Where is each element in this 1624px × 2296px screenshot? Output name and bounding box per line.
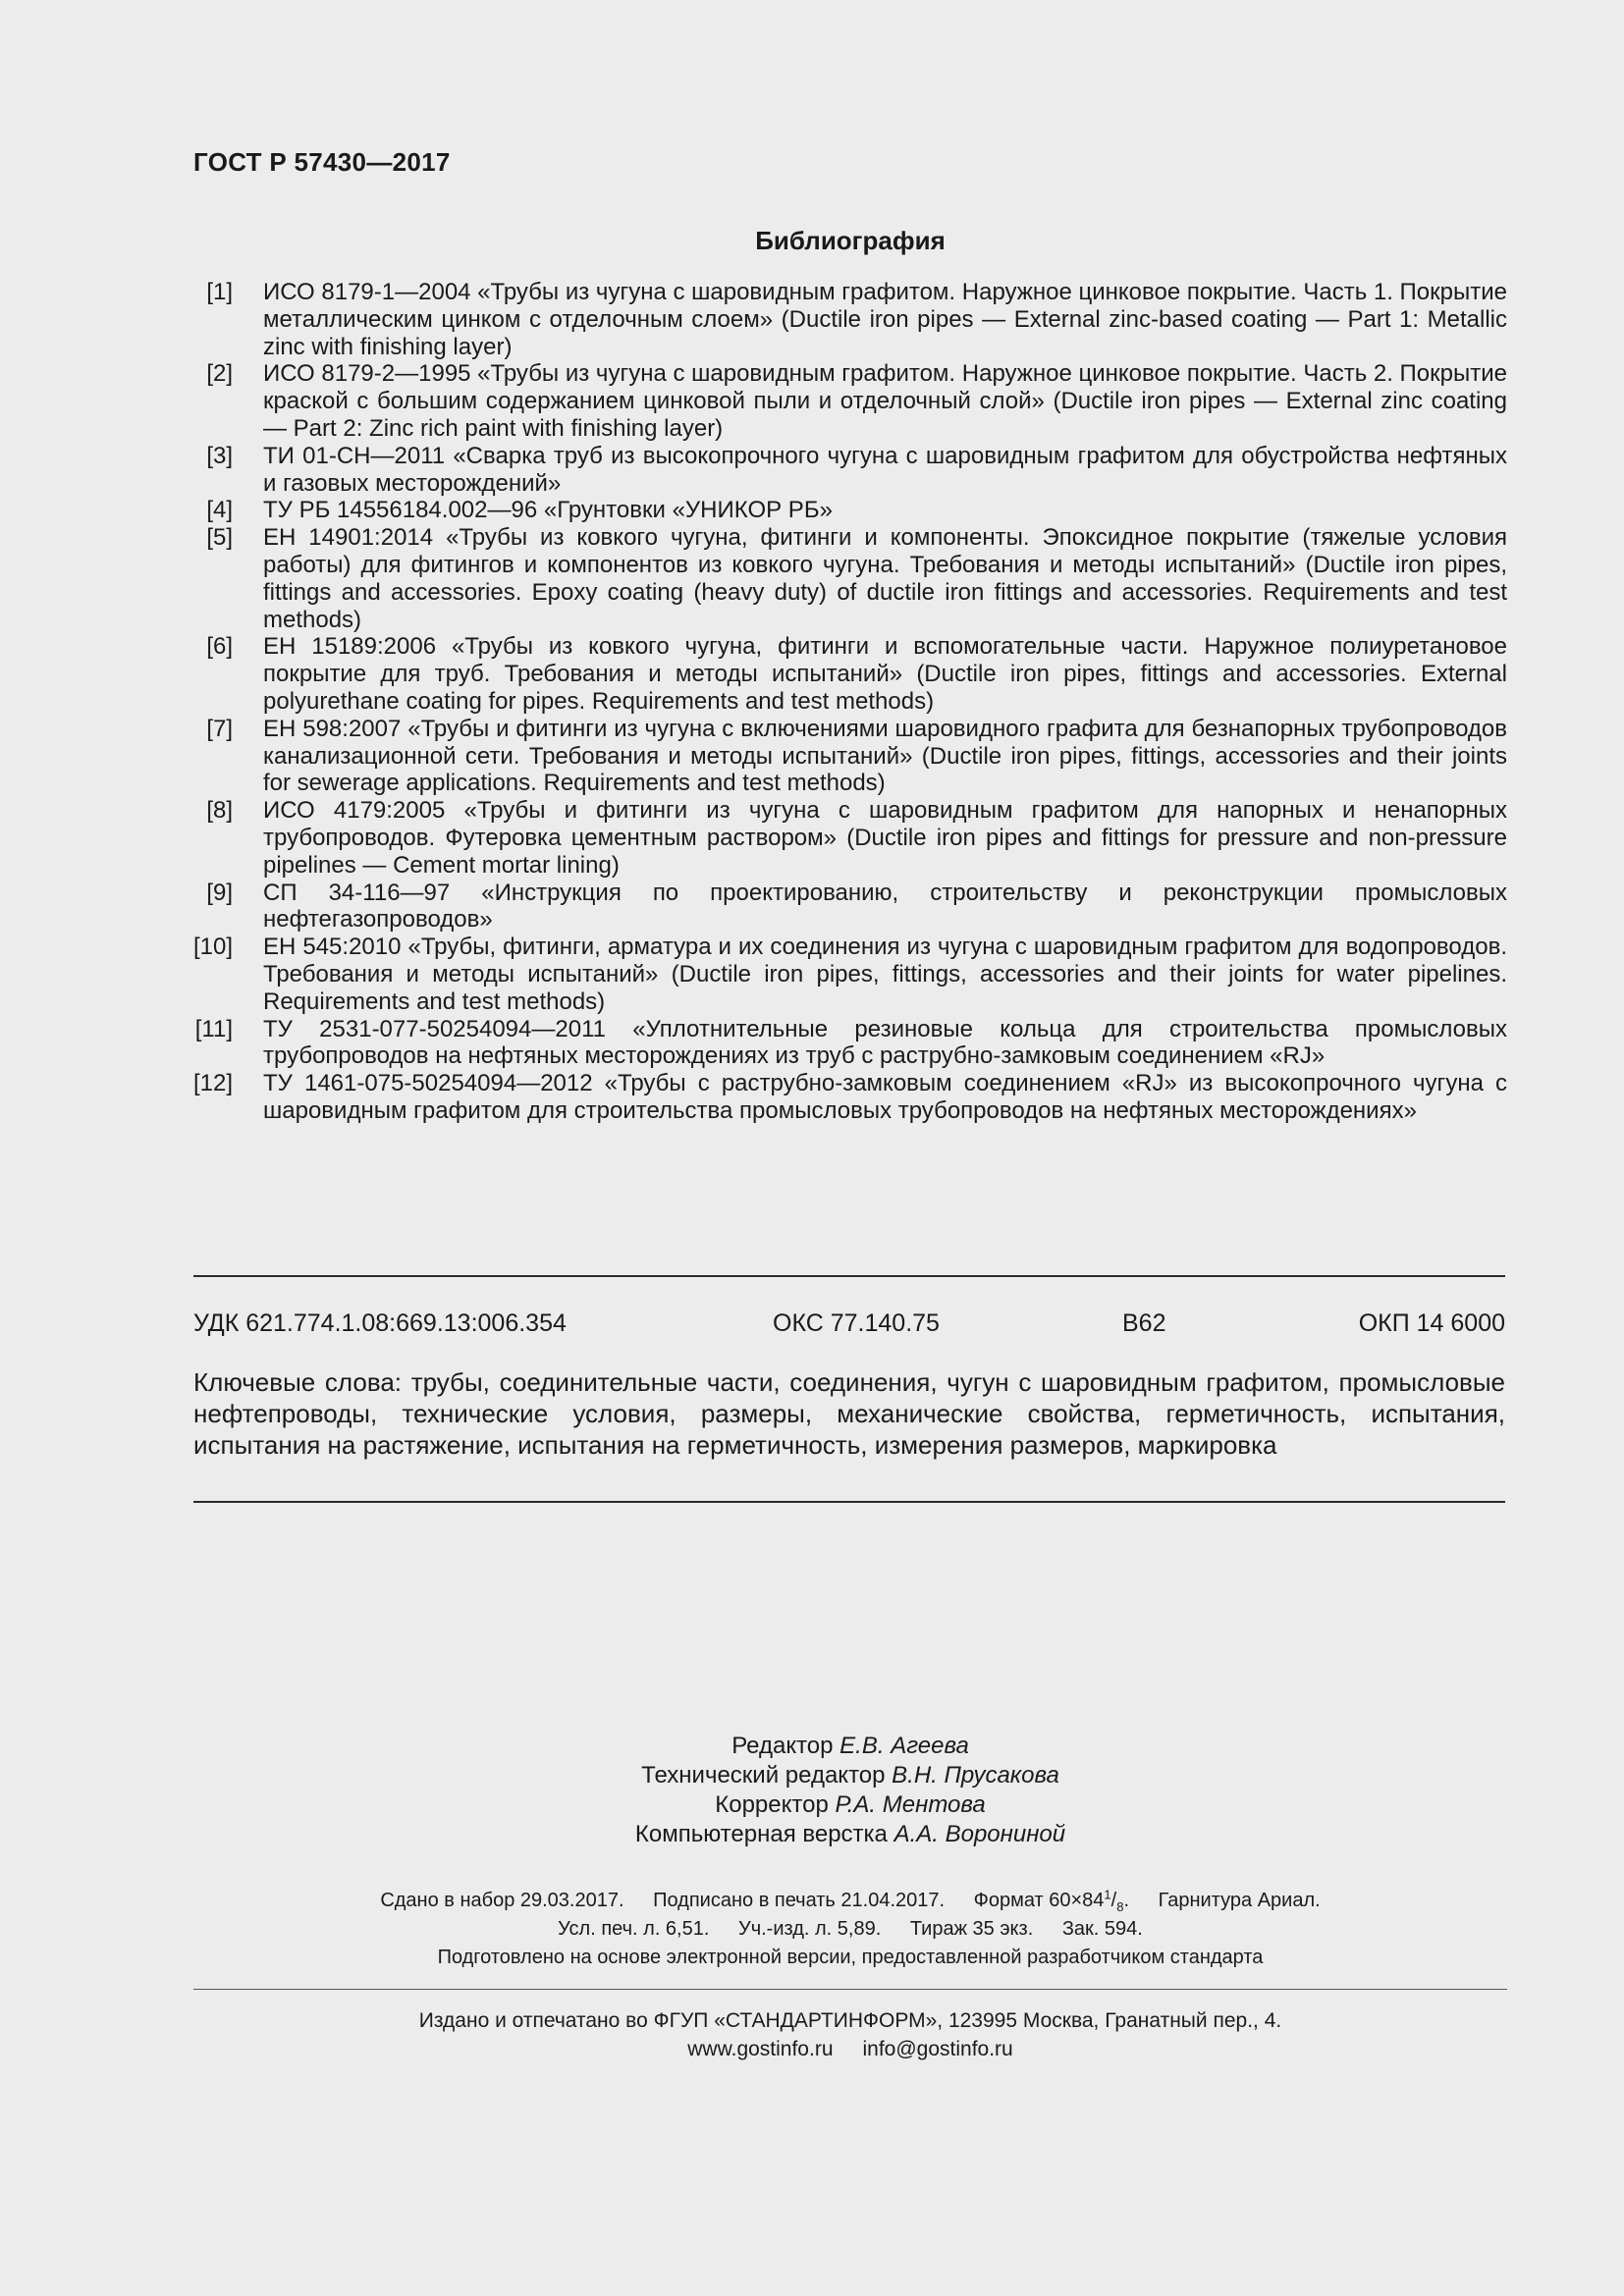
classification-row [193, 1309, 1505, 1341]
reference-number: [9] [206, 879, 233, 906]
reference-text: ЕН 545:2010 «Трубы, фитинги, арматура и их соединения из чугуна с шаровидным графитом для водопроводов. Требования и методы испытаний» (Ductile iron pipes, fittings, accessories and their joints for water pipelines. Requirements and test methods) [263, 934, 1507, 1015]
bibliography-item [193, 797, 1507, 879]
credit-name: В.Н. Прусакова [892, 1762, 1059, 1789]
reference-text: ТУ 1461-075-50254094—2012 «Трубы с раструбно-замковым соединением «RJ» из высокопрочного чугуна с шаровидным графитом для строительства промысловых трубопроводов на нефтяных месторождениях» [263, 1070, 1507, 1124]
reference-number: [3] [206, 442, 233, 469]
bibliography-item [193, 934, 1507, 1015]
reference-number: [6] [206, 633, 233, 661]
reference-text: ТУ РБ 14556184.002—96 «Грунтовки «УНИКОР РБ» [263, 497, 833, 524]
reference-number: [11] [194, 1015, 233, 1042]
bibliography-item [193, 880, 1507, 934]
credit-role: Компьютерная верстка [634, 1821, 888, 1847]
publisher-contacts [0, 2035, 1624, 2063]
oks-code: ОКС 77.140.75 [773, 1309, 940, 1337]
format-numerator: 1 [1104, 1887, 1111, 1902]
reference-number: [12] [193, 1070, 234, 1097]
reference-number: [10] [193, 934, 234, 961]
reference-number: [7] [206, 715, 233, 742]
publisher-email[interactable]: info@gostinfo.ru [862, 2038, 1013, 2060]
print-run: Тираж 35 экз. [909, 1918, 1034, 1940]
credit-name: Р.А. Ментова [835, 1791, 986, 1818]
imprint-block [0, 1887, 1624, 1972]
typeface: Гарнитура Ариал. [1158, 1890, 1321, 1911]
reference-number: [2] [206, 360, 233, 388]
bibliography-item [193, 1016, 1507, 1071]
submitted-date: Сдано в набор 29.03.2017. [380, 1890, 624, 1911]
bibliography-list [193, 279, 1507, 1125]
credit-line [0, 1820, 1624, 1849]
reference-number: [1] [206, 279, 233, 305]
reference-text: ИСО 4179:2005 «Трубы и фитинги из чугуна с шаровидным графитом для напорных и ненапорных трубопроводов. Футеровка цементным раствором» (Ductile iron pipes and fittings for pressure and non-pressure pipelines — Cement mortar lining) [263, 797, 1507, 879]
bibliography-item [193, 633, 1507, 715]
document-code: ГОСТ Р 57430—2017 [193, 147, 451, 177]
reference-text: ИСО 8179-2—1995 «Трубы из чугуна с шаровидным графитом. Наружное цинковое покрытие. Часть 2. Покрытие краской с большим содержанием цинковой пыли и отделочный слой» (Ductile iron pipes — External zinc coating — Part 2: Zinc rich paint with finishing layer) [263, 360, 1507, 442]
reference-text: ИСО 8179-1—2004 «Трубы из чугуна с шаровидным графитом. Наружное цинковое покрытие. Часть 1. Покрытие металлическим цинком с отделочным слоем» (Ductile iron pipes — External zinc-based coating — Part 1: Metallic zinc with finishing layer) [263, 279, 1507, 360]
credit-name: А.А. Ворониной [893, 1821, 1066, 1847]
udk-code: УДК 621.774.1.08:669.13:006.354 [193, 1309, 567, 1337]
reference-text: ТУ 2531-077-50254094—2011 «Уплотнительные резиновые кольца для строительства промысловых трубопроводов на нефтяных месторождениях из труб с раструбно-замковым соединением «RJ» [263, 1015, 1507, 1070]
imprint-note: Подготовлено на основе электронной версии, предоставленной разработчиком стандарта [437, 1947, 1264, 1968]
reference-number: [4] [206, 497, 233, 524]
reference-text: ЕН 14901:2014 «Трубы из ковкого чугуна, фитинги и компоненты. Эпоксидное покрытие (тяжелые условия работы) для фитингов и компонентов из ковкого чугуна. Требования и методы испытаний» (Ductile iron pipes, fittings and accessories. Epoxy coating (heavy duty) of ductile iron fittings and accessories. Requirements and test methods) [263, 524, 1507, 633]
credit-name: Е.В. Агеева [839, 1733, 969, 1759]
bibliography-title: Библиография [755, 226, 946, 255]
bibliography-item [193, 360, 1507, 442]
publication-sheets: Уч.-изд. л. 5,89. [737, 1918, 882, 1940]
imprint-line [0, 1915, 1624, 1944]
reference-number: [8] [206, 797, 233, 825]
signed-date: Подписано в печать 21.04.2017. [653, 1890, 946, 1911]
reference-number: [5] [206, 524, 233, 552]
divider-bottom [193, 1501, 1505, 1503]
format-denominator: 8 [1116, 1899, 1124, 1914]
keywords-text: Ключевые слова: трубы, соединительные части, соединения, чугун с шаровидным графитом, промысловые нефтепроводы, технические условия, размеры, механические свойства, герметичность, испытания, испытания на растяжение, испытания на герметичность, измерения размеров, маркировка [193, 1367, 1505, 1460]
format-suffix: . [1123, 1890, 1129, 1911]
format-slash: / [1110, 1890, 1117, 1911]
format-prefix: Формат 60×84 [973, 1890, 1105, 1911]
okp-code: ОКП 14 6000 [1358, 1309, 1505, 1337]
reference-text: ЕН 15189:2006 «Трубы из ковкого чугуна, фитинги и вспомогательные части. Наружное полиуретановое покрытие для труб. Требования и методы испытаний» (Ductile iron pipes, fittings and accessories. External polyurethane coating for pipes. Requirements and test methods) [263, 633, 1507, 715]
credits-block [0, 1732, 1624, 1849]
paper-format [973, 1887, 1129, 1914]
publisher-block [0, 2006, 1624, 2063]
bibliography-item [193, 524, 1507, 633]
credit-line [0, 1790, 1624, 1820]
divider-imprint [193, 1989, 1507, 1990]
reference-text: ТИ 01-СН—2011 «Сварка труб из высокопрочного чугуна с шаровидным графитом для обустройства нефтяных и газовых месторождений» [263, 442, 1507, 497]
bibliography-item [193, 716, 1507, 797]
credit-role: Корректор [715, 1791, 829, 1818]
print-sheets: Усл. печ. л. 6,51. [558, 1918, 710, 1940]
bibliography-item [193, 497, 1507, 524]
publisher-website[interactable]: www.gostinfo.ru [687, 2038, 834, 2060]
reference-text: ЕН 598:2007 «Трубы и фитинги из чугуна с включениями шаровидного графита для безнапорных трубопроводов канализационной сети. Требования и методы испытаний» (Ductile iron pipes, fittings, accessories and their joints for sewerage applications. Requirements and test methods) [263, 715, 1507, 797]
reference-text: СП 34-116—97 «Инструкция по проектированию, строительству и реконструкции промысловых нефтегазопроводов» [263, 879, 1507, 934]
bibliography-item [193, 279, 1507, 360]
credit-role: Редактор [731, 1733, 834, 1759]
credit-line [0, 1732, 1624, 1761]
divider-top [193, 1275, 1505, 1277]
bibliography-item [193, 1070, 1507, 1125]
credit-line [0, 1761, 1624, 1790]
publisher-address: Издано и отпечатано во ФГУП «СТАНДАРТИНФОРМ», 123995 Москва, Гранатный пер., 4. [418, 2009, 1282, 2032]
category-code: В62 [1122, 1309, 1166, 1337]
credit-role: Технический редактор [641, 1762, 886, 1789]
imprint-line [0, 1887, 1624, 1915]
order-number: Зак. 594. [1061, 1918, 1143, 1940]
bibliography-item [193, 443, 1507, 498]
